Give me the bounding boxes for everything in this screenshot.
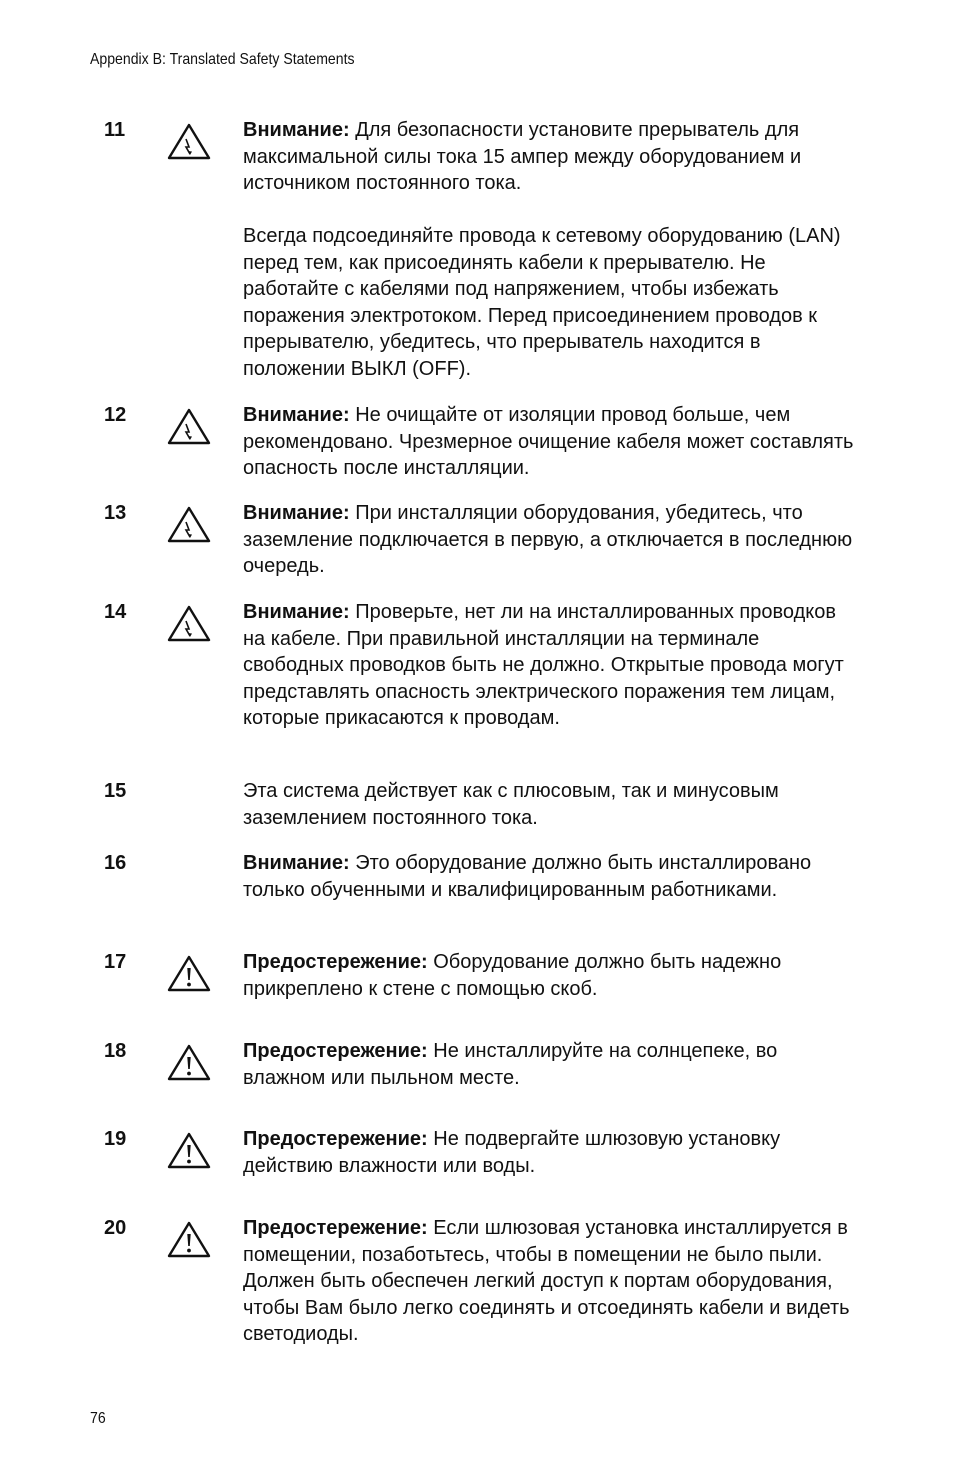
statement-body <box>243 1038 863 1091</box>
statement-body <box>243 850 863 903</box>
statement-lead: Внимание: <box>243 404 350 426</box>
electrical-hazard-icon <box>166 603 212 643</box>
statement-text-continued: Всегда подсоединяйте провода к сетевому оборудованию (LAN) перед тем, как присоединять кабели к прерывателю. Не работайте с кабелями под напряжением, чтобы избежать поражения электротоком. Перед присоединением проводов к прерывателю, убедитесь, что прерыватель находится в положении ВЫКЛ (OFF). <box>243 225 841 380</box>
statement-lead: Внимание: <box>243 601 350 623</box>
statement-number: 11 <box>104 119 126 141</box>
statement-body <box>243 778 863 831</box>
statement-text: При инсталляции оборудования, убедитесь, что заземление подключается в первую, а отключается в последнюю очередь. <box>243 502 853 577</box>
caution-icon <box>166 1130 212 1170</box>
caution-icon <box>166 953 212 993</box>
statement-lead: Предостережение: <box>243 1217 428 1239</box>
statement-number: 14 <box>104 601 127 623</box>
statement-body <box>243 1215 863 1348</box>
statement-number: 15 <box>104 780 127 802</box>
statement-text: Оборудование должно быть надежно прикреплено к стене с помощью скоб. <box>243 951 782 1000</box>
statement-number: 19 <box>104 1128 127 1150</box>
statement-body <box>243 949 863 1002</box>
page-number: 76 <box>90 1410 106 1427</box>
electrical-hazard-icon <box>166 121 212 161</box>
statement-body <box>243 1126 863 1179</box>
statement-lead: Предостережение: <box>243 1040 428 1062</box>
statement-lead: Внимание: <box>243 119 350 141</box>
statement-body <box>243 117 863 382</box>
statement-text: Проверьте, нет ли на инсталлированных проводков на кабеле. При правильной инсталляции на терминале свободных проводков быть не должно. Открытые провода могут представлять опасность электрического поражения тем лицам, которые прикасаются к проводам. <box>243 601 844 729</box>
statement-number: 17 <box>104 951 127 973</box>
statement-number: 13 <box>104 502 127 524</box>
electrical-hazard-icon <box>166 406 212 446</box>
statement-body <box>243 599 863 732</box>
caution-icon <box>166 1042 212 1082</box>
statement-number: 12 <box>104 404 127 426</box>
statement-text: Не очищайте от изоляции провод больше, чем рекомендовано. Чрезмерное очищение кабеля может составлять опасность после инсталляции. <box>243 404 854 479</box>
statement-number: 18 <box>104 1040 127 1062</box>
statement-lead: Внимание: <box>243 502 350 524</box>
statement-text: Эта система действует как с плюсовым, так и минусовым заземлением постоянного тока. <box>243 780 779 829</box>
statement-text: Не инсталлируйте на солнцепеке, во влажном или пыльном месте. <box>243 1040 778 1089</box>
statement-body <box>243 500 863 580</box>
statement-lead: Предостережение: <box>243 1128 428 1150</box>
running-header: Appendix B: Translated Safety Statements <box>90 51 355 68</box>
statement-number: 20 <box>104 1217 127 1239</box>
statement-text: Для безопасности установите прерыватель для максимальной силы тока 15 ампер между оборудованием и источником постоянного тока. <box>243 119 802 194</box>
statement-body <box>243 402 863 482</box>
caution-icon <box>166 1219 212 1259</box>
electrical-hazard-icon <box>166 504 212 544</box>
statement-text: Если шлюзовая установка инсталлируется в помещении, позаботьтесь, чтобы в помещении не было пыли. Должен быть обеспечен легкий доступ к портам оборудования, чтобы Вам было легко соединять и отсоединять кабели и видеть светодиоды. <box>243 1217 850 1345</box>
statement-number: 16 <box>104 852 127 874</box>
statement-text: Не подвергайте шлюзовую установку действию влажности или воды. <box>243 1128 781 1177</box>
statement-lead: Предостережение: <box>243 951 428 973</box>
statement-lead: Внимание: <box>243 852 350 874</box>
statement-text: Это оборудование должно быть инсталлировано только обученными и квалифицированным работниками. <box>243 852 812 901</box>
